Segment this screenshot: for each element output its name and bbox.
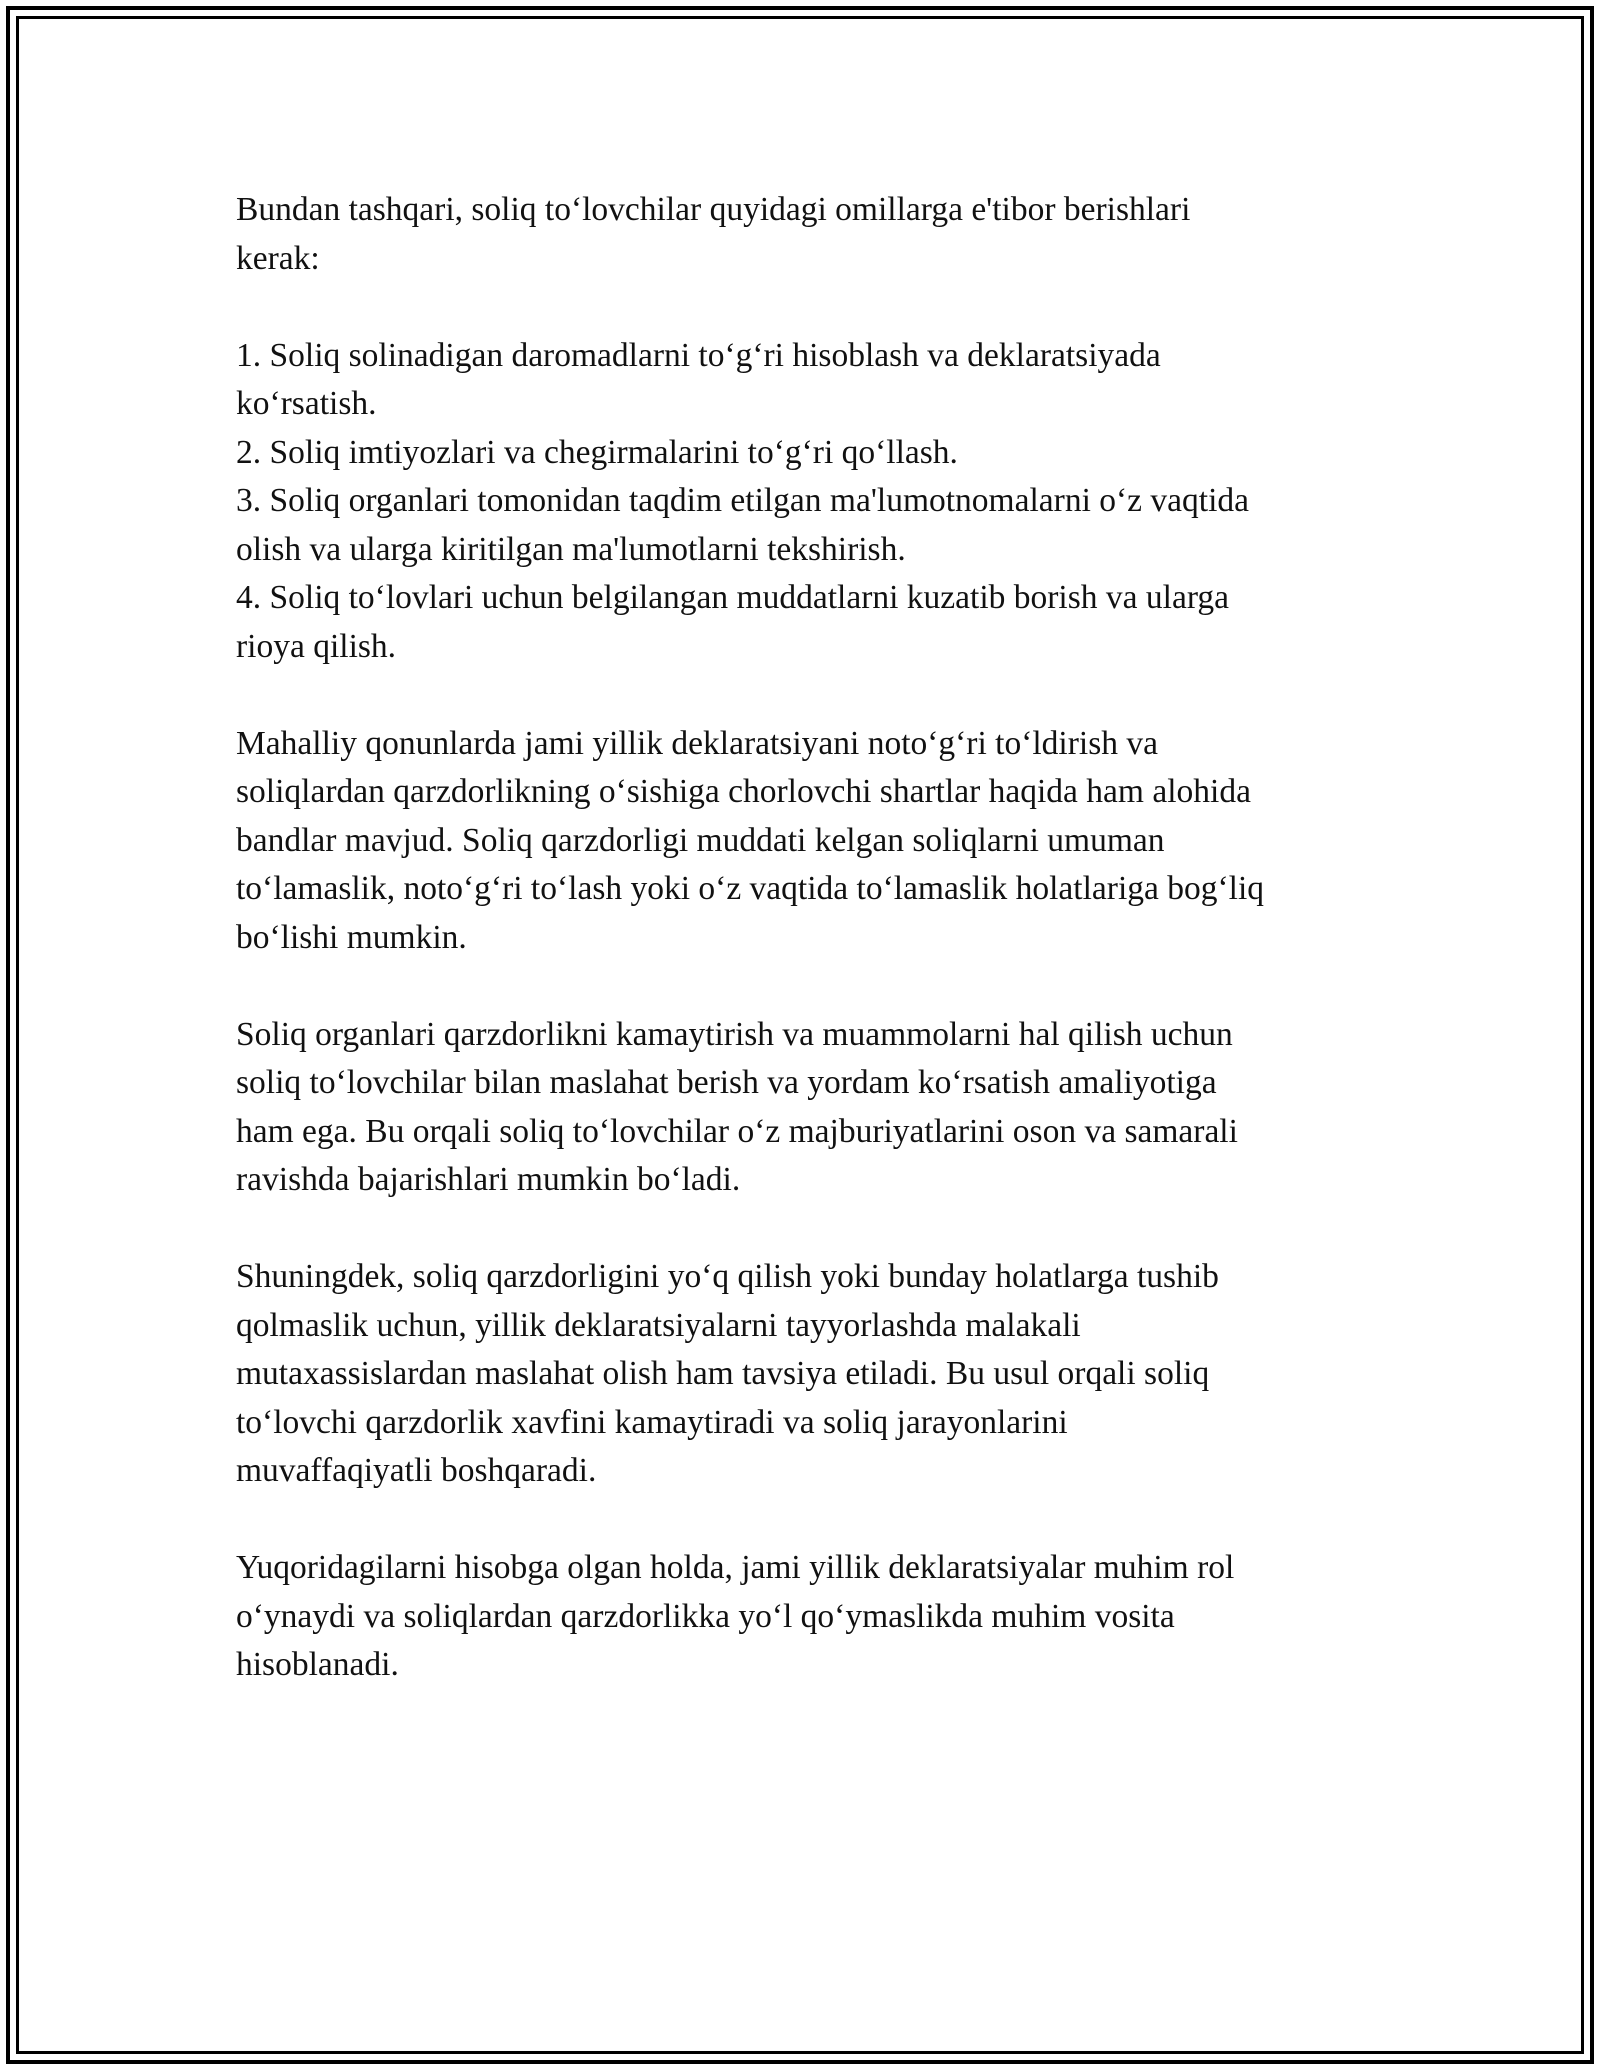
- list-item: 2. Soliq imtiyozlari va chegirmalarini to‘g‘ri qo‘llash.: [236, 433, 958, 471]
- list-item: 4. Soliq to‘lovlari uchun belgilangan muddatlarni kuzatib borish va ularga rioya qilish.: [236, 579, 1229, 665]
- list-item: 3. Soliq organlari tomonidan taqdim etilgan ma'lumotnomalarni o‘z vaqtida olish va ularga kiritilgan ma'lumotlarni tekshirish.: [236, 482, 1249, 568]
- factors-list: [236, 332, 1376, 672]
- list-item: 1. Soliq solinadigan daromadlarni to‘g‘ri hisoblash va deklaratsiyada ko‘rsatish.: [236, 336, 1161, 422]
- body-paragraph: Mahalliy qonunlarda jami yillik deklaratsiyani noto‘g‘ri to‘ldirish va soliqlardan qarzdorlikning o‘sishiga chorlovchi shartlar haqida ham alohida bandlar mavjud. Soliq qarzdorligi muddati kelgan soliqlarni umuman to‘lamaslik, noto‘g‘ri to‘lash yoki o‘z vaqtida to‘lamaslik holatlariga bog‘liq bo‘lishi mumkin.: [236, 724, 1265, 956]
- body-paragraph: Soliq organlari qarzdorlikni kamaytirish va muammolarni hal qilish uchun soliq to‘lovchilar bilan maslahat berish va yordam ko‘rsatish amaliyotiga ham ega. Bu orqali soliq to‘lovchilar o‘z majburiyatlarini oson va samarali ravishda bajarishlari mumkin bo‘ladi.: [236, 1015, 1238, 1198]
- body-paragraph: Yuqoridagilarni hisobga olgan holda, jami yillik deklaratsiyalar muhim rol o‘ynaydi va soliqlardan qarzdorlikka yo‘l qo‘ymaslikda muhim vosita hisoblanadi.: [236, 1549, 1235, 1683]
- document-body: [236, 186, 1376, 1738]
- intro-paragraph: Bundan tashqari, soliq to‘lovchilar quyidagi omillarga e'tibor berishlari kerak:: [236, 191, 1191, 277]
- body-paragraph: Shuningdek, soliq qarzdorligini yo‘q qilish yoki bunday holatlarga tushib qolmaslik uchun, yillik deklaratsiyalarni tayyorlashda malakali mutaxassislardan maslahat olish ham tavsiya etiladi. Bu usul orqali soliq to‘lovchi qarzdorlik xavfini kamaytiradi va soliq jarayonlarini muvaffaqiyatli boshqaradi.: [236, 1258, 1219, 1489]
